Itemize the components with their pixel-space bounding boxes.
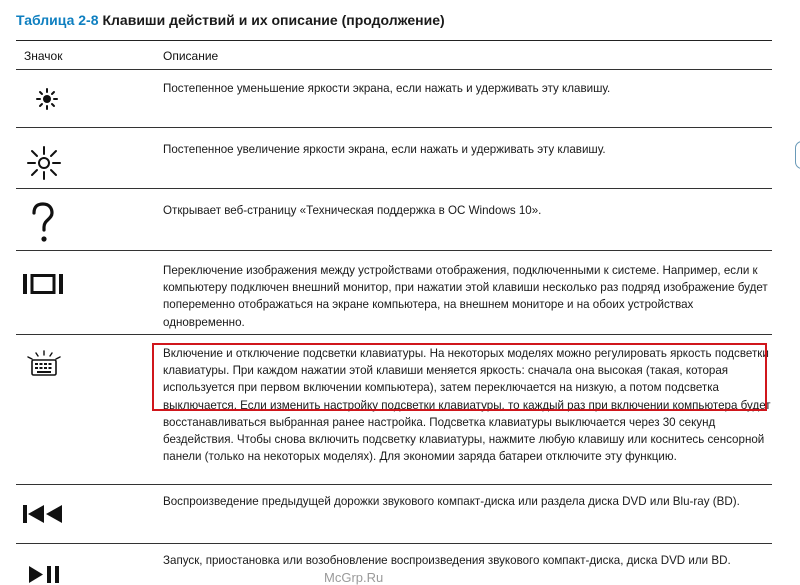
row-description: Запуск, приостановка или возобновление воспроизведения звукового компакт-диска, диска DVD или BD. (163, 554, 731, 567)
row-divider (16, 127, 772, 128)
help-icon (30, 202, 56, 244)
row-divider (16, 250, 772, 251)
keyboard-backlight-icon (22, 350, 66, 378)
page-edge-mark (795, 141, 800, 169)
row-divider (16, 69, 772, 70)
table-caption: Клавиши действий и их описание (продолжение) (102, 12, 445, 28)
brightness-up-icon (26, 145, 62, 181)
column-header-description: Описание (163, 49, 219, 63)
row-divider (16, 484, 772, 485)
brightness-down-icon (34, 86, 60, 112)
row-divider (16, 334, 772, 335)
row-description: Открывает веб-страницу «Техническая поддержка в ОС Windows 10». (163, 204, 542, 217)
row-description: Постепенное увеличение яркости экрана, если нажать и удерживать эту клавишу. (163, 143, 606, 156)
row-description: Постепенное уменьшение яркости экрана, если нажать и удерживать эту клавишу. (163, 82, 611, 95)
row-divider (16, 543, 772, 544)
header-top-rule (16, 40, 772, 41)
previous-track-icon (22, 504, 64, 524)
play-pause-icon (28, 566, 62, 583)
watermark: McGrp.Ru (324, 570, 384, 585)
highlight-box (152, 343, 767, 411)
table-number: Таблица 2-8 (16, 12, 99, 28)
switch-display-icon (22, 272, 64, 296)
row-description: Включение и отключение подсветки клавиатуры. На некоторых моделях можно регулировать яркость подсветки клавиатуры. При каждом нажатии этой клавиши меняется яркость: сначала она высокая (такая, которая используется при первом включении компьютера), затем переключается на низкую, а потом подсветка выключается. Если изменить настройку подсветки клавиатуры, то каждый раз при включении компьютера будет восстанавливаться выбранная ранее настройка. Подсветка клавиатуры выключается через 30 секунд бездействия. Чтобы снова включить подсветку клавиатуры, нажмите любую клавишу или коснитесь сенсорной панели (только на некоторых моделях). Для экономии заряда батареи отключите эту функцию. (163, 347, 771, 464)
table-title (16, 12, 776, 28)
row-description: Переключение изображения между устройствами отображения, подключенными к системе. Например, если к компьютеру подключен внешний монитор, при нажатии этой клавиши несколько раз подряд изображение будет попеременно отображаться на экране компьютера, на внешнем мониторе и на обоих устройствах одновременно. (163, 264, 768, 329)
column-header-icon: Значок (24, 49, 63, 63)
row-divider (16, 188, 772, 189)
row-description: Воспроизведение предыдущей дорожки звукового компакт-диска или раздела диска DVD или Blu-ray (BD). (163, 495, 740, 508)
